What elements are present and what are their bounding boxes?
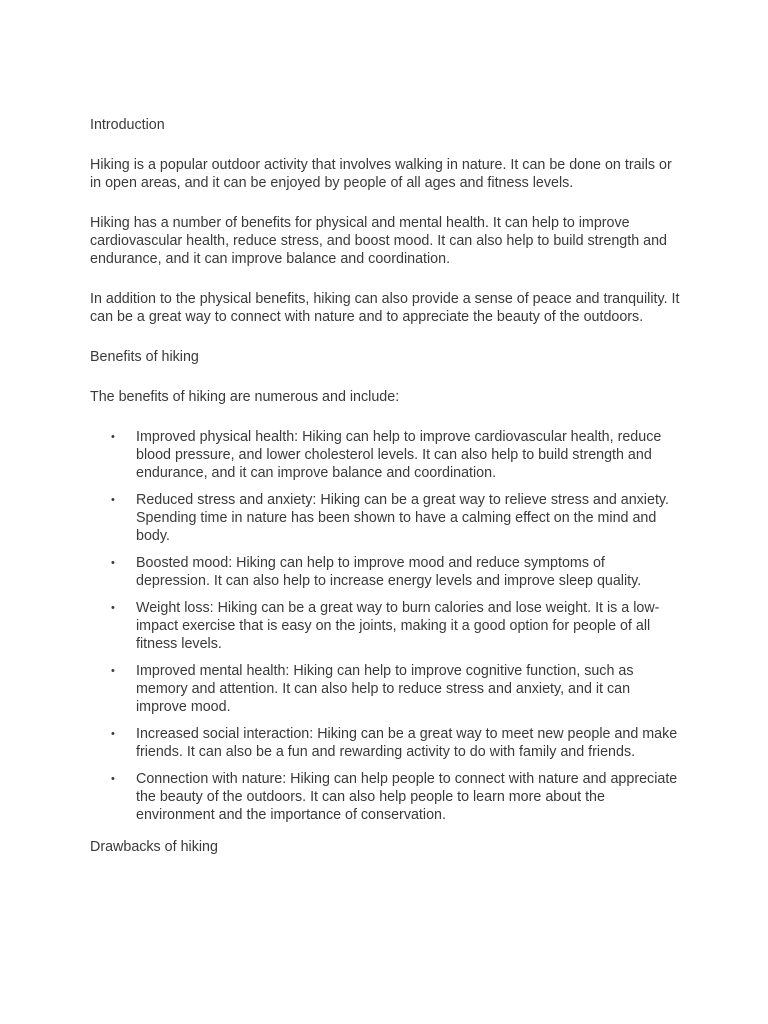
list-item [90, 554, 682, 590]
bullet-icon: • [111, 557, 115, 569]
intro-paragraph-3: In addition to the physical benefits, hiking can also provide a sense of peace and tranquility. It can be a great way to connect with nature and to appreciate the beauty of the outdoors. [90, 291, 680, 325]
list-item [90, 428, 682, 482]
list-item-text: Reduced stress and anxiety: Hiking can be a great way to relieve stress and anxiety. Spending time in nature has been shown to have a calming effect on the mind and body. [136, 492, 669, 544]
list-item [90, 599, 682, 653]
list-item [90, 770, 682, 824]
intro-paragraph-2: Hiking has a number of benefits for physical and mental health. It can help to improve cardiovascular health, reduce stress, and boost mood. It can also help to build strength and endurance, and it can improve balance and coordination. [90, 215, 667, 267]
bullet-icon: • [111, 494, 115, 506]
benefits-intro-paragraph: The benefits of hiking are numerous and include: [90, 389, 400, 405]
bullet-icon: • [111, 773, 115, 785]
list-item [90, 491, 682, 545]
document-page [90, 116, 682, 878]
list-item-text: Connection with nature: Hiking can help people to connect with nature and appreciate the beauty of the outdoors. It can also help people to learn more about the environment and the importance of conservation. [136, 771, 678, 823]
list-item-text: Increased social interaction: Hiking can be a great way to meet new people and make friends. It can also be a fun and rewarding activity to do with family and friends. [136, 726, 678, 760]
list-item-text: Weight loss: Hiking can be a great way to burn calories and lose weight. It is a low-impact exercise that is easy on the joints, making it a good option for people of all fitness levels. [136, 600, 660, 652]
intro-paragraph-1: Hiking is a popular outdoor activity that involves walking in nature. It can be done on trails or in open areas, and it can be enjoyed by people of all ages and fitness levels. [90, 157, 672, 191]
section-heading-introduction: Introduction [90, 117, 165, 133]
bullet-icon: • [111, 431, 115, 443]
section-heading-drawbacks: Drawbacks of hiking [90, 839, 218, 855]
list-item [90, 662, 682, 716]
list-item-text: Improved mental health: Hiking can help to improve cognitive function, such as memory and attention. It can also help to reduce stress and anxiety, and it can improve mood. [136, 663, 634, 715]
benefits-list [90, 428, 682, 824]
bullet-icon: • [111, 728, 115, 740]
list-item-text: Boosted mood: Hiking can help to improve mood and reduce symptoms of depression. It can also help to increase energy levels and improve sleep quality. [136, 555, 642, 589]
section-heading-benefits: Benefits of hiking [90, 349, 199, 365]
bullet-icon: • [111, 665, 115, 677]
bullet-icon: • [111, 602, 115, 614]
list-item-text: Improved physical health: Hiking can help to improve cardiovascular health, reduce blood pressure, and lower cholesterol levels. It can also help to build strength and endurance, and it can improve balance and coordination. [136, 429, 662, 481]
list-item [90, 725, 682, 761]
